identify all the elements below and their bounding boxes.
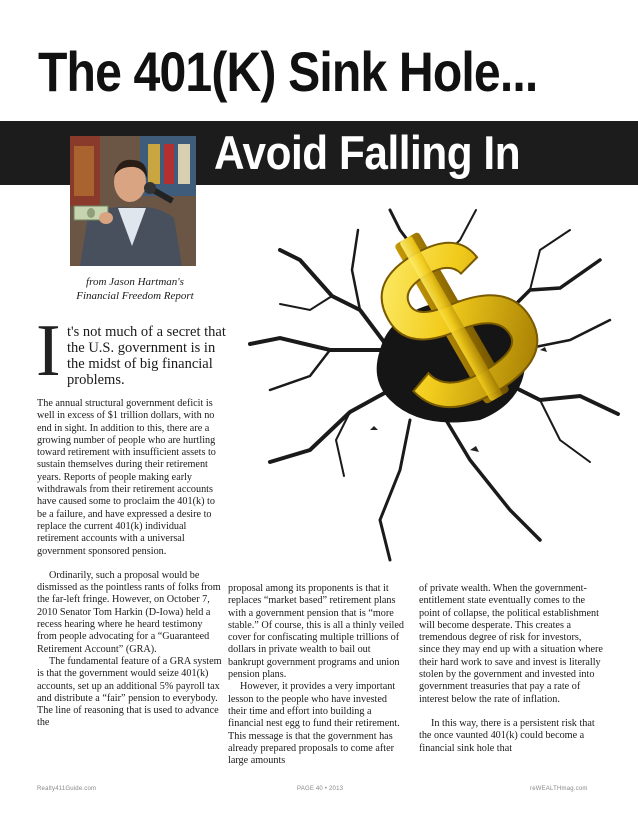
- col1-paragraph-1: The annual structural government deficit is well in excess of $1 trillion dollars, with no end in sight. In addition to this, there are a growing number of people who are hurtling toward retirement with insufficient assets to sustain themselves during their retirement years. Reports of people making early withdrawals from their retirement accounts have caused some to proclaim the 401(k) to be a failure, and have expressed a desire to replace the current 401(k) individual retirement accounts with a universal government sponsored pension.: [37, 398, 216, 557]
- article-title: The 401(K) Sink Hole...: [38, 40, 538, 103]
- footer-page-number: PAGE 40 • 2013: [297, 786, 344, 792]
- footer-right-site: reWEALTHmag.com: [530, 786, 588, 792]
- lead-paragraph: t's not much of a secret that the U.S. government is in the midst of big financial problems.: [67, 324, 226, 388]
- gold-dollar-sinkhole-illustration: [240, 200, 630, 580]
- drop-cap: I: [36, 310, 61, 392]
- article-subtitle: Avoid Falling In: [214, 126, 521, 179]
- col1-paragraph-3: The fundamental feature of a GRA system is that the government would seize 401(k) accounts, set up an additional 5% payroll tax and distribute a “fair” pension to everybody. The line of reasoning that is used to advance the: [37, 655, 222, 729]
- body-column-3: [419, 583, 604, 755]
- col1-paragraph-2: Ordinarily, such a proposal would be dismissed as the pointless rants of folks from the far-left fringe. However, on October 7, 2010 Senator Tom Harkin (D-Iowa) held a recess hearing where he heard testimony from people advocating for a “Guaranteed Retirement Account” (GRA).: [37, 569, 221, 655]
- body-column-2: [228, 583, 406, 767]
- body-column-1: [37, 398, 222, 730]
- footer-left-site: Realty411Guide.com: [37, 786, 97, 792]
- col2-paragraph-1: proposal among its proponents is that it replaces “market based” retirement plans with a government pension that is “more stable.” Of course, this is all a thinly veiled cover for confiscating multiple trillions of dollars in private wealth to bail out bankrupt government programs and union pension plans.: [228, 583, 404, 681]
- col3-paragraph-2: In this way, there is a persistent risk that the once vaunted 401(k) could become a financial sink hole that: [419, 717, 595, 754]
- col3-paragraph-1: of private wealth. When the government-entitlement state eventually comes to the point of collapse, the political establishment will become desperate. This creates a tremendous degree of risk for investors, since they may end up with a situation where their hard work to save and invest is literally stolen by the government and invested into government treasuries that pay a rate of interest below the rate of inflation.: [419, 583, 603, 705]
- credit-line-2: Financial Freedom Report: [76, 290, 194, 302]
- author-credit: [40, 275, 230, 303]
- credit-line-1: from Jason Hartman's: [86, 276, 184, 288]
- author-photo: [70, 136, 196, 266]
- col2-paragraph-2: However, it provides a very important lesson to the people who have invested their time and effort into building a financial nest egg to fund their retirement. This message is that the government has already prepared proposals to come after large amounts: [228, 681, 400, 767]
